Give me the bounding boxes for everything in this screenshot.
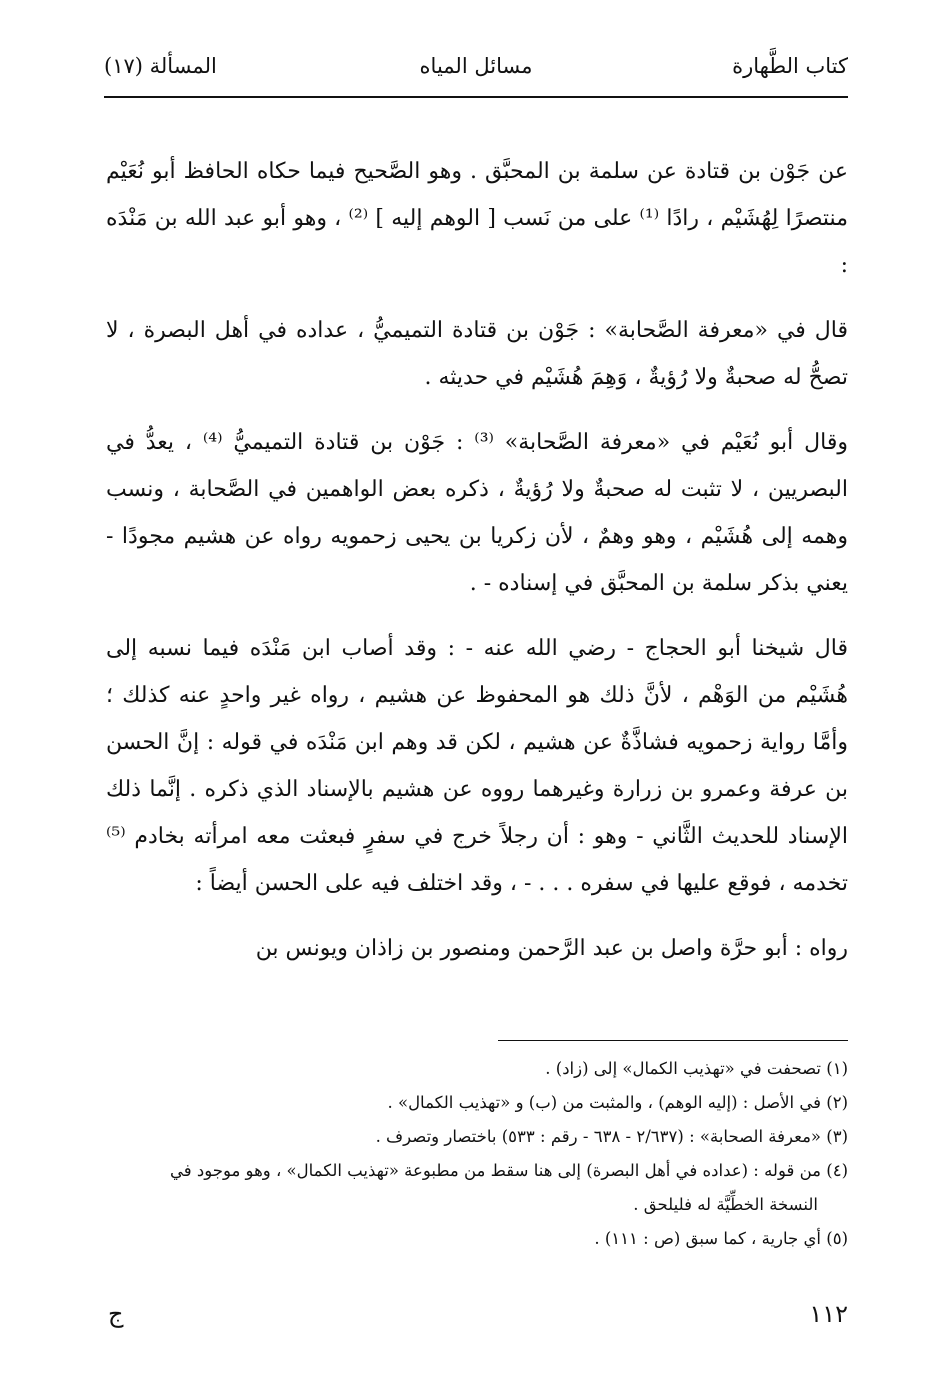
footnote-4-continued: النسخة الخطِّيَّة له فليلحق . [633,1195,818,1214]
footnote-1: (١) تصحفت في «تهذيب الكمال» إلى (زاد) . [545,1059,848,1078]
footnote-3: (٣) «معرفة الصحابة» : (٢/٦٣٧ - ٦٣٨ - رقم : ٥٣٣) باختصار وتصرف . [375,1127,848,1146]
running-header [104,50,848,90]
footnote-2: (٢) في الأصل : (إليه الوهم) ، والمثبت من (ب) و «تهذيب الكمال» . [387,1093,848,1112]
footnote-4: (٤) من قوله : (عداده في أهل البصرة) إلى هنا سقط من مطبوعة «تهذيب الكمال» ، وهو موجود في [169,1161,848,1180]
footnote-divider [498,1040,848,1041]
paragraph-5: رواه : أبو حرَّة واصل بن عبد الرَّحمن ومنصور بن زاذان ويونس بن [255,936,848,961]
paragraph-4: قال شيخنا أبو الحجاج - رضي الله عنه - : وقد أصاب ابن مَنْدَه فيما نسبه إلى هُشَيْم من الوَهْم ، لأنَّ ذلك هو المحفوظ عن هشيم ، رواه غير واحدٍ عنه كذلك ؛ وأمَّا رواية زحمويه فشاذَّةٌ عن هشيم ، لكن قد وهم ابن مَنْدَه في قوله : إنَّ الحسن بن عرفة وعمرو بن زرارة وغيرهما رووه عن هشيم بالإسناد الذي ذكره . إنَّما ذلك الإسناد للحديث الثَّاني - وهو : أن رجلاً خرج في سفرٍ فبعثت معه امرأته بخادم ⁽⁵⁾ تخدمه ، فوقع عليها في سفره . . . - ، وقد اختلف فيه على الحسن أيضاً : [106,636,848,896]
book-title: كتاب الطَّهارة [732,54,848,78]
page-number: ١١٢ [809,1300,848,1328]
paragraph-1: عن جَوْن بن قتادة عن سلمة بن المحبَّق . وهو الصَّحيح فيما حكاه الحافظ أبو نُعَيْم منتصرًا لِهُشَيْم ، رادًا ⁽¹⁾ على من نَسب [ الوهم إليه ] ⁽²⁾ ، وهو أبو عبد الله بن مَنْدَه : [106,159,848,278]
header-divider [104,96,848,98]
signature-mark: ج [108,1300,124,1328]
main-text [106,148,848,990]
footnote-5: (٥) أي جارية ، كما سبق (ص : ١١١) . [594,1229,848,1248]
paragraph-3: وقال أبو نُعَيْم في «معرفة الصَّحابة» ⁽³⁾ : جَوْن بن قتادة التميميُّ ⁽⁴⁾ ، يعدُّ في البصريين ، لا تثبت له صحبةٌ ولا رُؤيةٌ ، ذكره بعض الواهمين في الصَّحابة ، ونسب وهمه إلى هُشَيْم ، وهو وهمٌ ، لأن زكريا بن يحيى زحمويه رواه عن هشيم مجودًا - يعني بذكر سلمة بن المحبَّق في إسناده - . [106,430,848,596]
paragraph-2: قال في «معرفة الصَّحابة» : جَوْن بن قتادة التميميُّ ، عداده في أهل البصرة ، لا تصحُّ له صحبةٌ ولا رُؤيةٌ ، وَهِمَ هُشَيْم في حديثه . [106,318,848,390]
chapter-title: مسائل المياه [419,54,533,78]
issue-label: المسألة (١٧) [104,54,217,78]
footnotes [106,1052,848,1256]
